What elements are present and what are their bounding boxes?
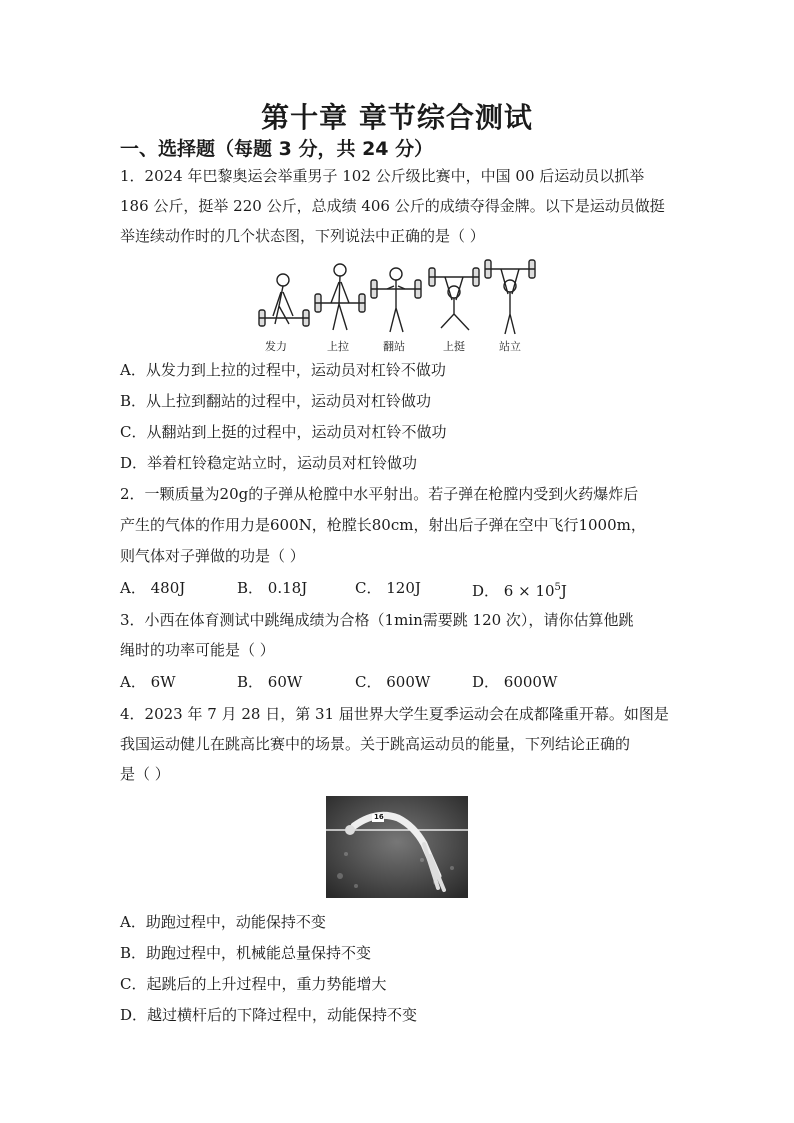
q3-line-1: 3．小西在体育测试中跳绳成绩为合格（1min需要跳 120 次），请你估算他跳 [120, 611, 634, 629]
q2-line-3: 则气体对子弹做的功是（ ） [120, 547, 305, 565]
q1-option-d: D．举着杠铃稳定站立时，运动员对杠铃做功 [120, 454, 418, 472]
q4-option-d: D．越过横杆后的下降过程中，动能保持不变 [120, 1006, 418, 1024]
q2-option-d-exponent: 5 [554, 582, 561, 593]
q4-option-c: C．起跳后的上升过程中，重力势能增大 [120, 975, 387, 993]
weightlifting-figure [253, 258, 545, 354]
q1-option-b: B．从上拉到翻站的过程中，运动员对杠铃做功 [120, 392, 432, 410]
page-title: 第十章 章节综合测试 [261, 101, 533, 134]
figure-label-1: 发力 [265, 340, 287, 353]
figure-label-2: 上拉 [327, 340, 349, 353]
q3-option-d: D． 6000W [472, 673, 558, 691]
q1-line-1: 1．2024 年巴黎奥运会举重男子 102 公斤级比赛中，中国 00 后运动员以抓举 [120, 167, 645, 185]
figure-label-4: 上挺 [443, 340, 465, 353]
q2-option-c: C． 120J [355, 579, 421, 597]
q1-line-2: 186 公斤，挺举 220 公斤，总成绩 406 公斤的成绩夺得金牌。以下是运动员做挺 [120, 197, 665, 215]
q3-line-2: 绳时的功率可能是（ ） [120, 641, 275, 659]
q1-option-c: C．从翻站到上挺的过程中，运动员对杠铃不做功 [120, 423, 447, 441]
section-heading: 一、选择题（每题 3 分，共 24 分） [120, 138, 434, 160]
q1-line-3: 举连续动作时的几个状态图，下列说法中正确的是（ ） [120, 227, 485, 245]
q4-option-a: A．助跑过程中，动能保持不变 [120, 913, 326, 931]
q3-option-a: A． 6W [120, 673, 176, 691]
q3-option-c: C． 600W [355, 673, 431, 691]
q4-line-3: 是（ ） [120, 765, 170, 783]
q2-option-b: B． 0.18J [237, 579, 308, 597]
weightlifting-illustration [253, 258, 545, 338]
high-jump-photo [326, 796, 468, 898]
figure-label-5: 站立 [499, 340, 521, 353]
q4-line-2: 我国运动健儿在跳高比赛中的场景。关于跳高运动员的能量，下列结论正确的 [120, 735, 631, 753]
athlete-bib-number: 16 [374, 813, 384, 821]
q4-line-1: 4．2023 年 7 月 28 日，第 31 届世界大学生夏季运动会在成都隆重开幕。如图是 [120, 705, 669, 723]
q2-option-a: A． 480J [120, 579, 186, 597]
q3-option-b: B． 60W [237, 673, 303, 691]
q4-option-b: B．助跑过程中，机械能总量保持不变 [120, 944, 372, 962]
high-jump-image [326, 796, 468, 898]
q2-option-d-unit: J [560, 582, 567, 600]
q1-option-a: A．从发力到上拉的过程中，运动员对杠铃不做功 [120, 361, 446, 379]
q2-option-d-base: D． 6 × 10 [472, 582, 555, 600]
figure-label-3: 翻站 [383, 340, 405, 353]
q2-option-d [472, 578, 567, 601]
q2-line-1: 2．一颗质量为20g的子弹从枪膛中水平射出。若子弹在枪膛内受到火药爆炸后 [120, 485, 639, 503]
q2-line-2: 产生的气体的作用力是600N，枪膛长80cm，射出后子弹在空中飞行1000m， [120, 516, 646, 534]
